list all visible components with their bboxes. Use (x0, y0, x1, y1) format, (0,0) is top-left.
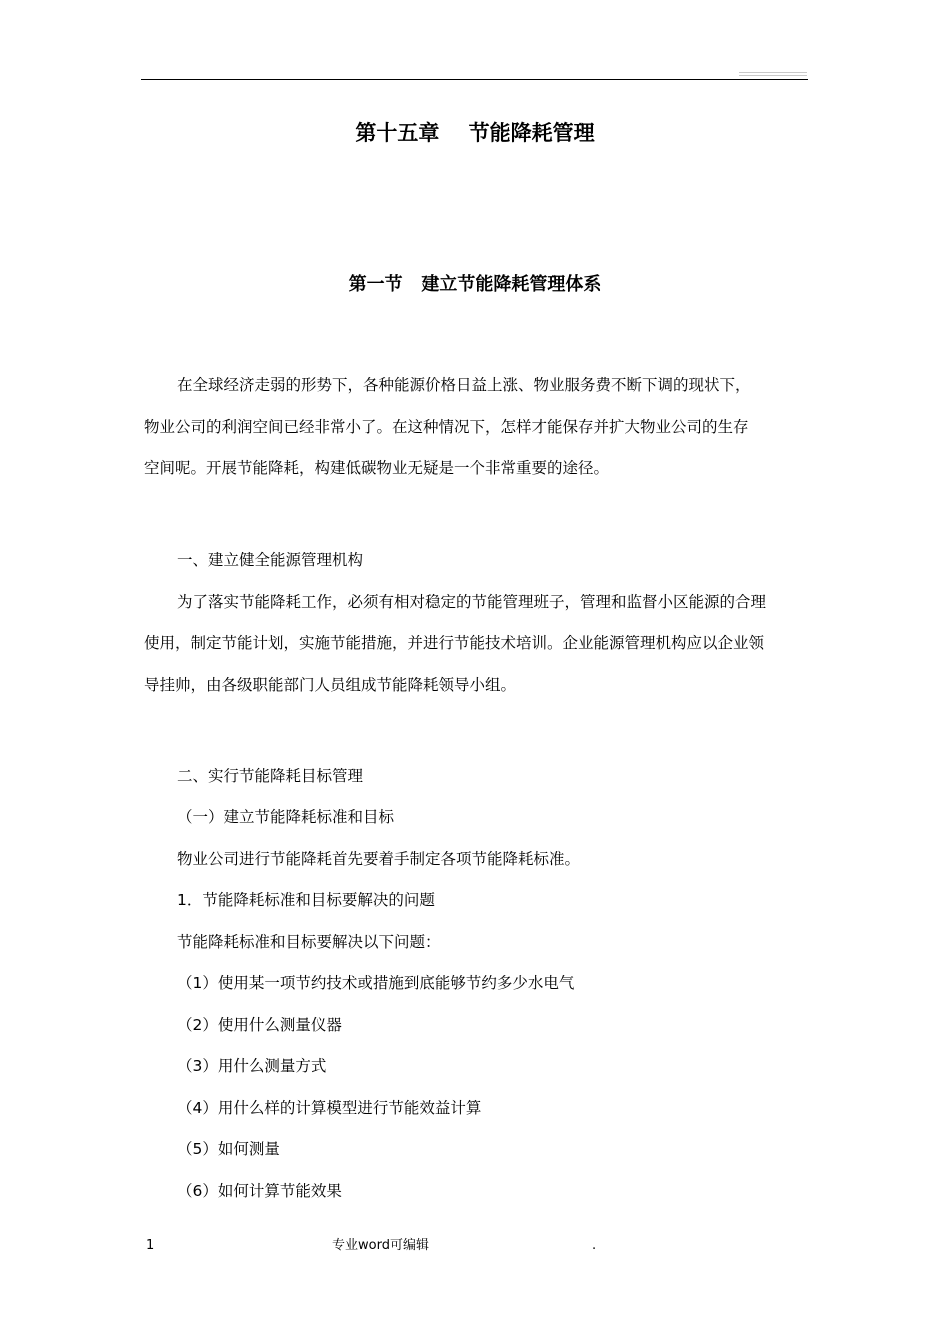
sub-heading: （一）建立节能降耗标准和目标 (177, 808, 395, 826)
item-heading: 1．节能降耗标准和目标要解决的问题 (177, 891, 435, 909)
list-item: （3）用什么测量方式 (177, 1057, 327, 1075)
para1-line-3: 导挂帅，由各级职能部门人员组成节能降耗领导小组。 (144, 676, 517, 694)
intro-line-1: 在全球经济走弱的形势下，各种能源价格日益上涨、物业服务费不断下调的现状下， (177, 376, 751, 394)
list-item: （4）用什么样的计算模型进行节能效益计算 (177, 1099, 482, 1117)
heading-2: 二、实行节能降耗目标管理 (177, 767, 364, 785)
sub-paragraph: 物业公司进行节能降耗首先要着手制定各项节能降耗标准。 (177, 850, 581, 868)
chapter-title: 第十五章 节能降耗管理 (355, 121, 595, 145)
item-intro: 节能降耗标准和目标要解决以下问题： (177, 933, 441, 951)
list-item: （2）使用什么测量仪器 (177, 1016, 342, 1034)
footer-text: 专业word可编辑 (332, 1238, 429, 1253)
footer-dot: . (592, 1238, 597, 1253)
list-item: （1）使用某一项节约技术或措施到底能够节约多少水电气 (177, 974, 575, 992)
header-decoration-line (739, 75, 807, 76)
heading-1: 一、建立健全能源管理机构 (177, 551, 364, 569)
section-title: 第一节 建立节能降耗管理体系 (348, 274, 602, 295)
para1-line-2: 使用，制定节能计划，实施节能措施，并进行节能技术培训。企业能源管理机构应以企业领 (144, 634, 765, 652)
header-decoration-line (739, 72, 807, 73)
intro-line-3: 空间呢。开展节能降耗，构建低碳物业无疑是一个非常重要的途径。 (144, 459, 610, 477)
list-item: （6）如何计算节能效果 (177, 1182, 342, 1200)
page-number: 1 (146, 1238, 155, 1253)
intro-line-2: 物业公司的利润空间已经非常小了。在这种情况下，怎样才能保存并扩大物业公司的生存 (144, 418, 749, 436)
list-item: （5）如何测量 (177, 1140, 280, 1158)
header-rule (141, 79, 808, 80)
para1-line-1: 为了落实节能降耗工作，必须有相对稳定的节能管理班子，管理和监督小区能源的合理 (177, 593, 767, 611)
